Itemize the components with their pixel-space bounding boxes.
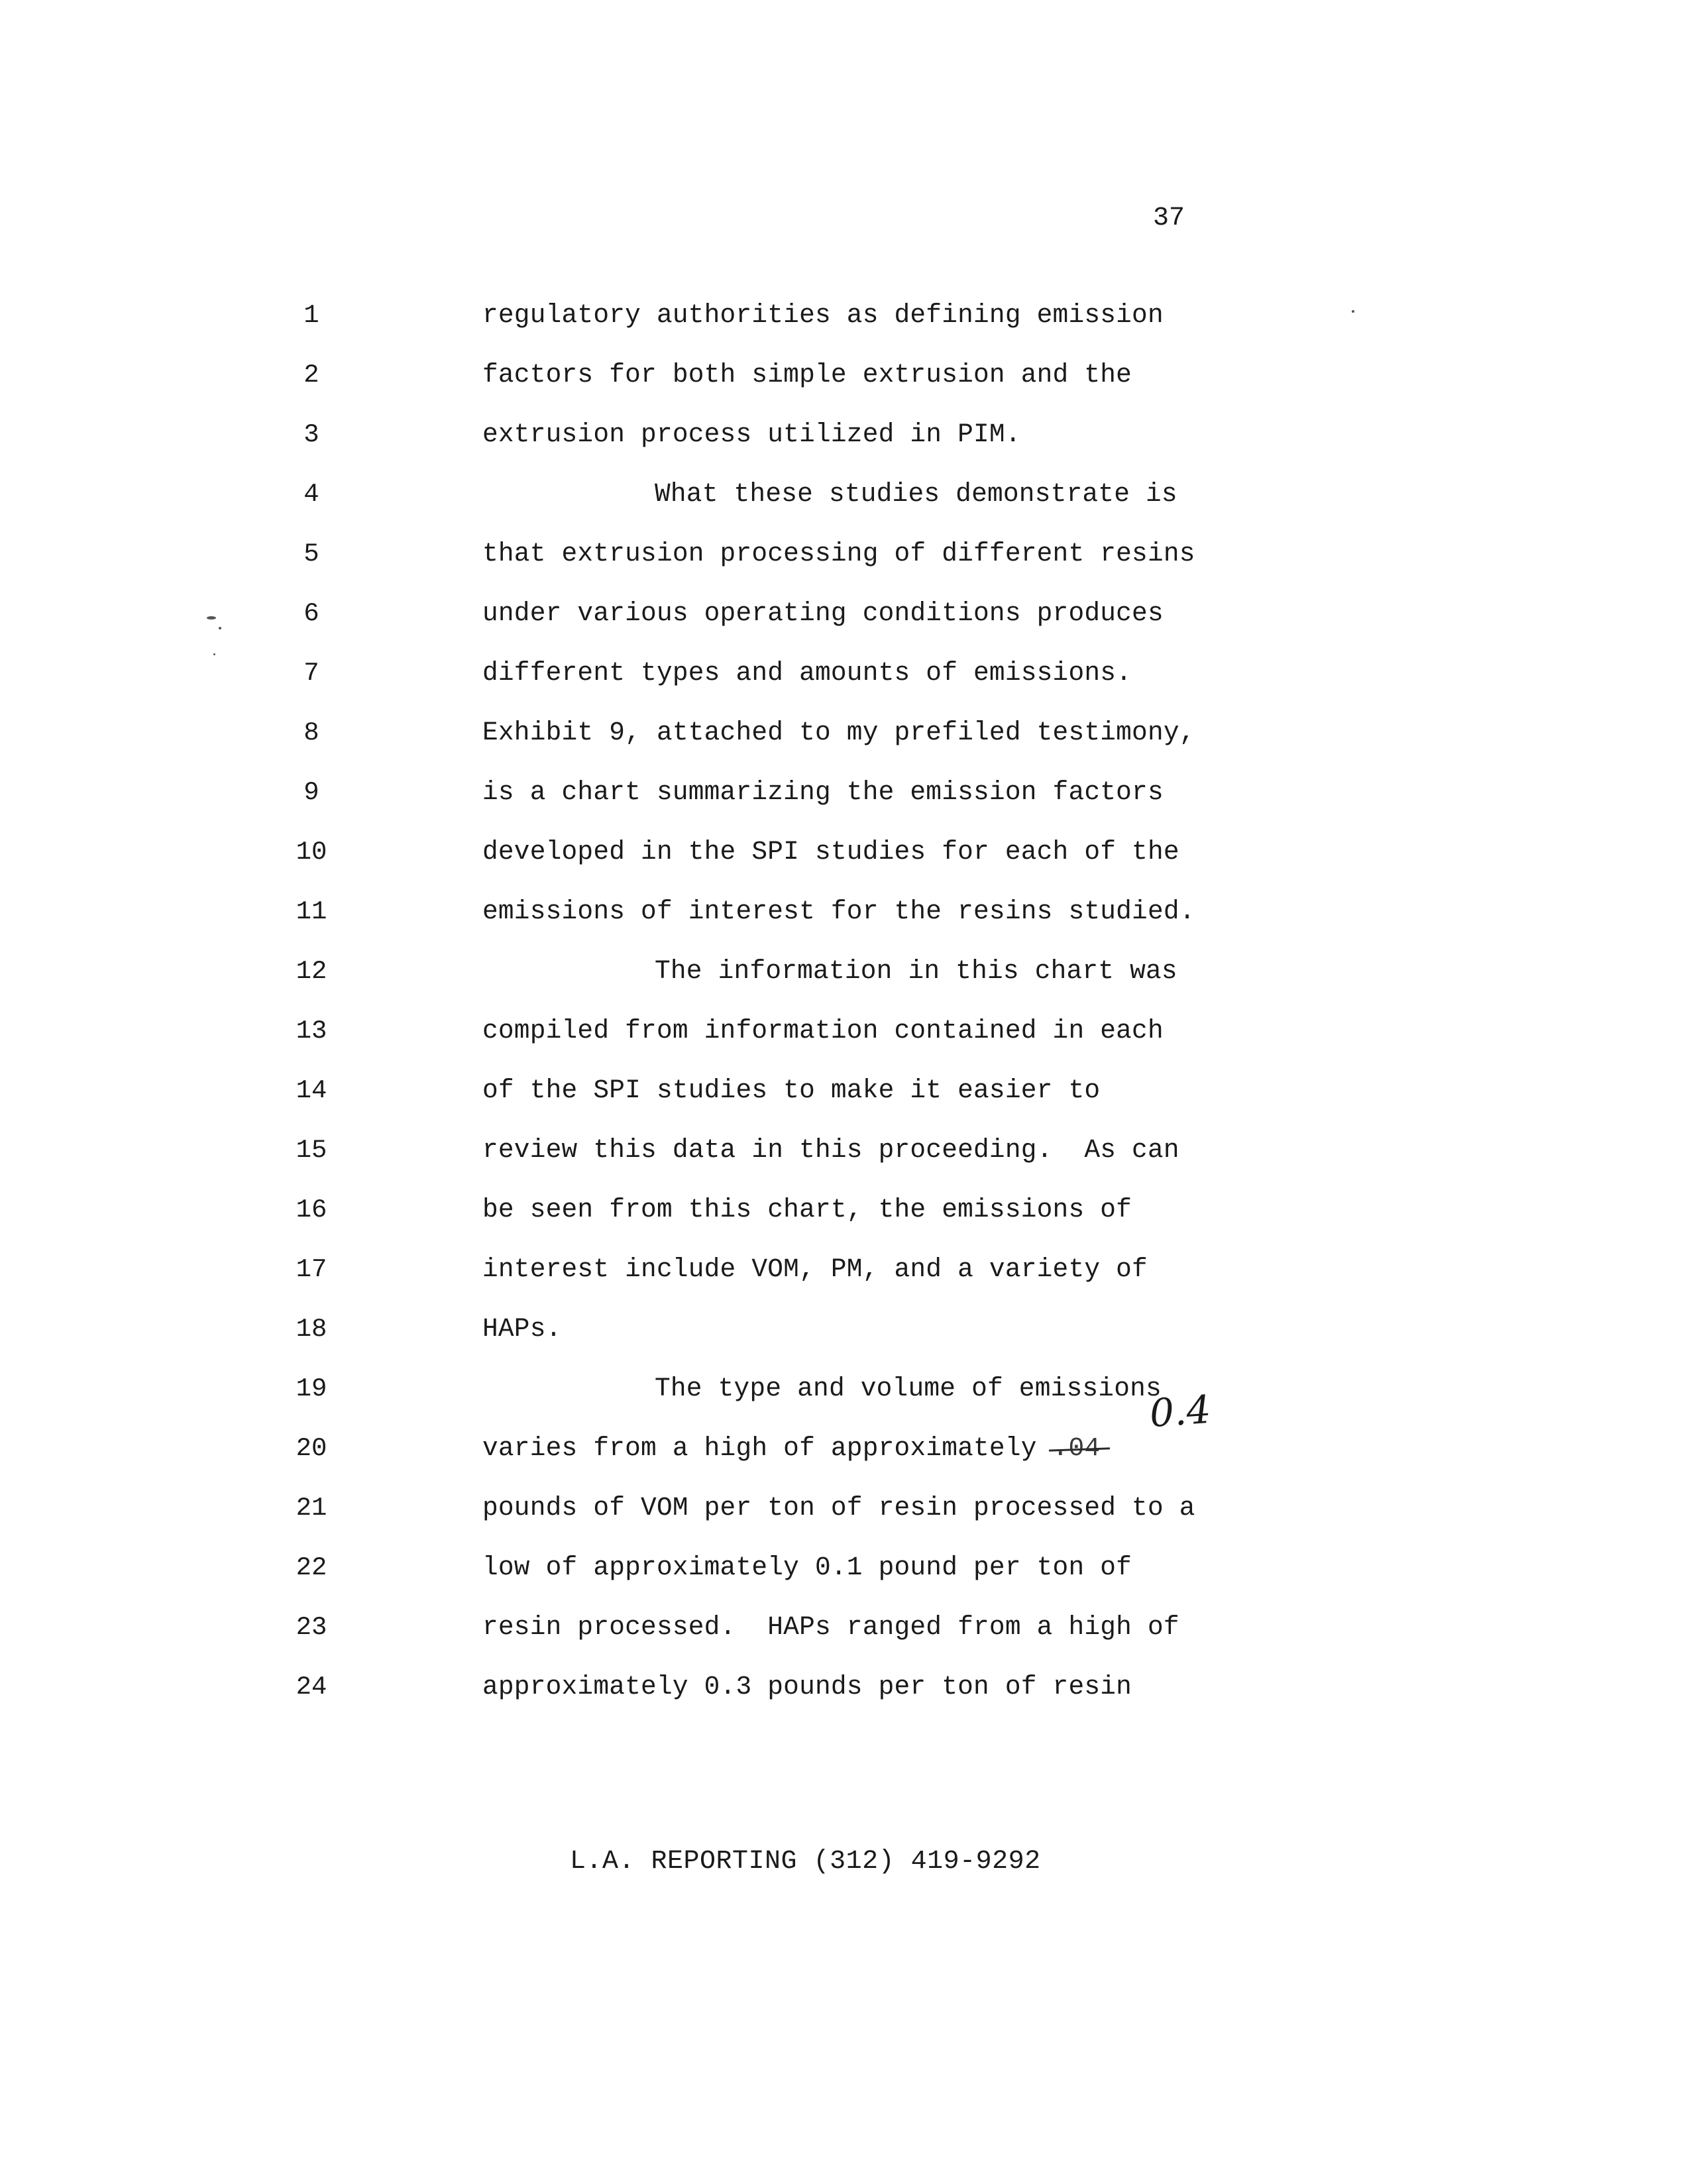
line-text: The information in this chart was xyxy=(655,956,1177,986)
line-number: 6 xyxy=(303,599,319,628)
line-number: 23 xyxy=(296,1613,327,1642)
transcript-line xyxy=(0,1369,1691,1409)
line-text: approximately 0.3 pounds per ton of resin xyxy=(482,1672,1132,1702)
line-text: review this data in this proceeding. As can xyxy=(482,1135,1179,1165)
line-text: Exhibit 9, attached to my prefiled testimony, xyxy=(482,718,1195,747)
transcript-line xyxy=(0,1429,1691,1468)
line-text: factors for both simple extrusion and the xyxy=(482,360,1132,390)
line-number: 4 xyxy=(303,480,319,509)
line-text: resin processed. HAPs ranged from a high of xyxy=(482,1612,1179,1642)
scan-speck xyxy=(1352,310,1354,313)
line-text: interest include VOM, PM, and a variety of xyxy=(482,1254,1148,1284)
struck-value: .04 xyxy=(1053,1429,1101,1468)
line-number: 21 xyxy=(296,1494,327,1523)
handwritten-correction: 0.4 xyxy=(1148,1386,1213,1437)
line-number: 15 xyxy=(296,1136,327,1165)
transcript-line xyxy=(0,1011,1691,1051)
transcript-line xyxy=(0,296,1691,335)
line-number: 8 xyxy=(303,718,319,747)
scan-speck xyxy=(207,616,216,620)
line-text: emissions of interest for the resins studied. xyxy=(482,897,1195,926)
line-number: 12 xyxy=(296,957,327,986)
line-number: 24 xyxy=(296,1672,327,1702)
line-text: What these studies demonstrate is xyxy=(655,479,1177,509)
transcript-line xyxy=(0,1071,1691,1111)
line-text: be seen from this chart, the emissions of xyxy=(482,1195,1132,1225)
transcript-line xyxy=(0,1667,1691,1707)
line-number: 19 xyxy=(296,1374,327,1403)
line-number: 9 xyxy=(303,778,319,807)
line-number: 10 xyxy=(296,838,327,867)
line-text: HAPs. xyxy=(482,1314,562,1344)
line-number: 18 xyxy=(296,1315,327,1344)
transcript-line xyxy=(0,1548,1691,1588)
line-number: 5 xyxy=(303,539,319,569)
line-number: 2 xyxy=(303,360,319,390)
line-text: developed in the SPI studies for each of the xyxy=(482,837,1179,867)
line-text: extrusion process utilized in PIM. xyxy=(482,419,1021,449)
line-text xyxy=(482,1429,1100,1468)
scan-speck xyxy=(213,653,215,655)
transcript-line xyxy=(0,415,1691,455)
transcript-line xyxy=(0,1488,1691,1528)
line-text-main: varies from a high of approximately xyxy=(482,1433,1037,1463)
line-text: The type and volume of emissions xyxy=(655,1374,1162,1403)
transcript-line xyxy=(0,892,1691,932)
line-number: 13 xyxy=(296,1016,327,1046)
transcript-line xyxy=(0,1190,1691,1230)
line-number: 3 xyxy=(303,420,319,449)
transcript-line xyxy=(0,355,1691,395)
transcript-line xyxy=(0,1309,1691,1349)
line-text: compiled from information contained in each xyxy=(482,1016,1164,1046)
line-text: under various operating conditions produces xyxy=(482,598,1164,628)
transcript-line xyxy=(0,832,1691,872)
line-text: low of approximately 0.1 pound per ton of xyxy=(482,1553,1132,1582)
line-text: regulatory authorities as defining emission xyxy=(482,300,1164,330)
transcript-line xyxy=(0,952,1691,991)
line-number: 17 xyxy=(296,1255,327,1284)
transcript-line xyxy=(0,1130,1691,1170)
line-number: 22 xyxy=(296,1553,327,1582)
scan-speck xyxy=(219,627,221,629)
transcript-line xyxy=(0,1608,1691,1647)
line-text: pounds of VOM per ton of resin processed to a xyxy=(482,1493,1195,1523)
transcript-line xyxy=(0,653,1691,693)
line-number: 16 xyxy=(296,1195,327,1225)
line-text: of the SPI studies to make it easier to xyxy=(482,1075,1101,1105)
reporter-footer: L.A. REPORTING (312) 419-9292 xyxy=(570,1847,1041,1877)
line-number: 14 xyxy=(296,1076,327,1105)
line-number: 11 xyxy=(296,897,327,926)
transcript-line xyxy=(0,713,1691,753)
transcript-line xyxy=(0,1250,1691,1289)
line-number: 7 xyxy=(303,659,319,688)
transcript-line xyxy=(0,474,1691,514)
line-number: 20 xyxy=(296,1434,327,1463)
line-number: 1 xyxy=(303,301,319,330)
page-number: 37 xyxy=(1153,203,1185,233)
transcript-line xyxy=(0,773,1691,812)
line-text: is a chart summarizing the emission factors xyxy=(482,777,1164,807)
transcript-line xyxy=(0,534,1691,574)
line-text: that extrusion processing of different resins xyxy=(482,539,1195,569)
transcript-line xyxy=(0,594,1691,633)
line-text: different types and amounts of emissions. xyxy=(482,658,1132,688)
